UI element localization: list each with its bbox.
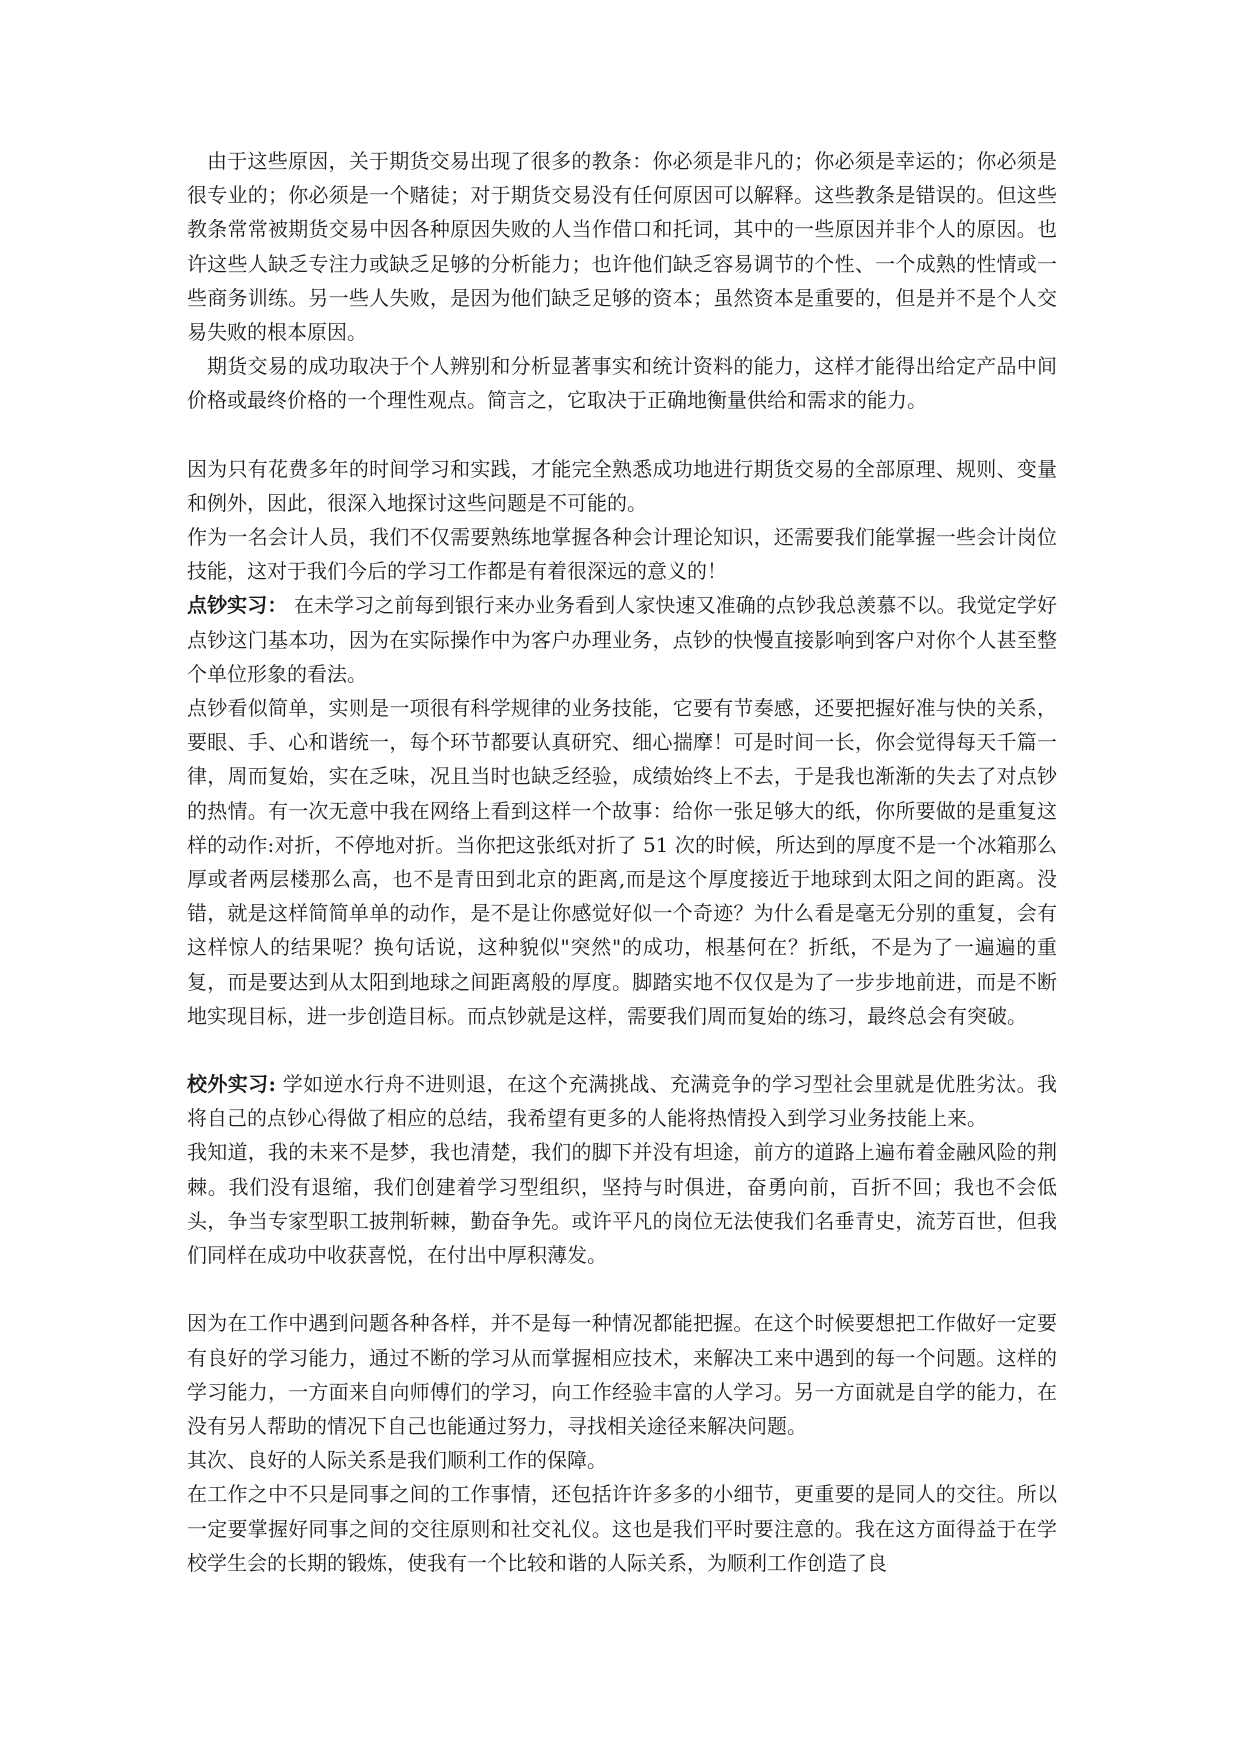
paragraph-counting-text: 在未学习之前每到银行来办业务看到人家快速又准确的点钞我总羡慕不以。我觉定学好点钞这门基本功，因为在实际操作中为客户办理业务，点钞的快慢直接影响到客户对你个人甚至整个单位形象的看法。: [187, 593, 1058, 686]
paragraph-counting-practice: [187, 588, 1057, 691]
section-label-external: 校外实习:: [187, 1072, 276, 1097]
paragraph-counting-story: 点钞看似简单，实则是一项很有科学规律的业务技能，它要有节奏感，还要把握好准与快的关系，要眼、手、心和谐统一，每个环节都要认真研究、细心揣摩！可是时间一长，你会觉得每天千篇一律，周而复始，实在乏味，况且当时也缺乏经验，成绩始终上不去，于是我也渐渐的失去了对点钞的热情。有一次无意中我在网络上看到这样一个故事：给你一张足够大的纸，你所要做的是重复这样的动作:对折，不停地对折。当你把这张纸对折了 51 次的时候，所达到的厚度不是一个冰箱那么厚或者两层楼那么高，也不是青田到北京的距离,而是这个厚度接近于地球到太阳之间的距离。没错，就是这样简简单单的动作，是不是让你感觉好似一个奇迹？为什么看是毫无分别的重复，会有这样惊人的结果呢？换句话说，这种貌似"突然"的成功，根基何在？折纸，不是为了一遍遍的重复，而是要达到从太阳到地球之间距离般的厚度。脚踏实地不仅仅是为了一步步地前进，而是不断地实现目标，进一步创造目标。而点钞就是这样，需要我们周而复始的练习，最终总会有突破。: [187, 696, 1057, 1028]
paragraph-learning-practice: 因为只有花费多年的时间学习和实践，才能完全熟悉成功地进行期货交易的全部原理、规则、变量和例外，因此，很深入地探讨这些问题是不可能的。: [187, 456, 1057, 515]
paragraph-learning-ability: 因为在工作中遇到问题各种各样，并不是每一种情况都能把握。在这个时候要想把工作做好一定要有良好的学习能力，通过不断的学习从而掌握相应技术，来解决工来中遇到的每一个问题。这样的学习能力，一方面来自向师傅们的学习，向工作经验丰富的人学习。另一方面就是自学的能力，在没有另人帮助的情况下自己也能通过努力，寻找相关途径来解决问题。: [187, 1311, 1057, 1438]
paragraph-spacer: [187, 418, 1057, 452]
paragraph-spacer: [187, 1033, 1057, 1067]
paragraph-future-dream: 我知道，我的未来不是梦，我也清楚，我们的脚下并没有坦途，前方的道路上遍布着金融风险的荆棘。我们没有退缩，我们创建着学习型组织，坚持与时俱进，奋勇向前，百折不回；我也不会低头，争当专家型职工披荆斩棘，勤奋争先。或许平凡的岗位无法使我们名垂青史，流芳百世，但我们同样在成功中收获喜悦，在付出中厚积薄发。: [187, 1140, 1057, 1268]
section-label-counting: 点钞实习：: [187, 593, 288, 618]
paragraph-futures-dogma: 由于这些原因，关于期货交易出现了很多的教条：你必须是非凡的；你必须是幸运的；你必须是很专业的；你必须是一个赌徒；对于期货交易没有任何原因可以解释。这些教条是错误的。但这些教条常常被期货交易中因各种原因失败的人当作借口和托词，其中的一些原因并非个人的原因。也许这些人缺乏专注力或缺乏足够的分析能力；也许他们缺乏容易调节的个性、一个成熟的性情或一些商务训练。另一些人失败，是因为他们缺乏足够的资本；虽然资本是重要的，但是并不是个人交易失败的根本原因。: [187, 149, 1057, 345]
paragraph-external-practice: [187, 1067, 1057, 1135]
paragraph-colleague-relations: 在工作之中不只是同事之间的工作事情，还包括许许多多的小细节，更重要的是同人的交往。所以一定要掌握好同事之间的交往原则和社交礼仪。这也是我们平时要注意的。我在这方面得益于在学校学生会的长期的锻炼，使我有一个比较和谐的人际关系，为顺利工作创造了良: [187, 1482, 1057, 1575]
paragraph-accountant-skills: 作为一名会计人员，我们不仅需要熟练地掌握各种会计理论知识，还需要我们能掌握一些会计岗位技能，这对于我们今后的学习工作都是有着很深远的意义的！: [187, 525, 1057, 584]
document-page: [187, 144, 1057, 1580]
paragraph-futures-success: 期货交易的成功取决于个人辨别和分析显著事实和统计资料的能力，这样才能得出给定产品中间价格或最终价格的一个理性观点。简言之，它取决于正确地衡量供给和需求的能力。: [187, 354, 1057, 413]
paragraph-spacer: [187, 1272, 1057, 1306]
paragraph-relations-heading: 其次、良好的人际关系是我们顺利工作的保障。: [187, 1448, 607, 1473]
paragraph-external-text: 学如逆水行舟不进则退，在这个充满挑战、充满竞争的学习型社会里就是优胜劣汰。我将自己的点钞心得做了相应的总结，我希望有更多的人能将热情投入到学习业务技能上来。: [187, 1072, 1058, 1131]
